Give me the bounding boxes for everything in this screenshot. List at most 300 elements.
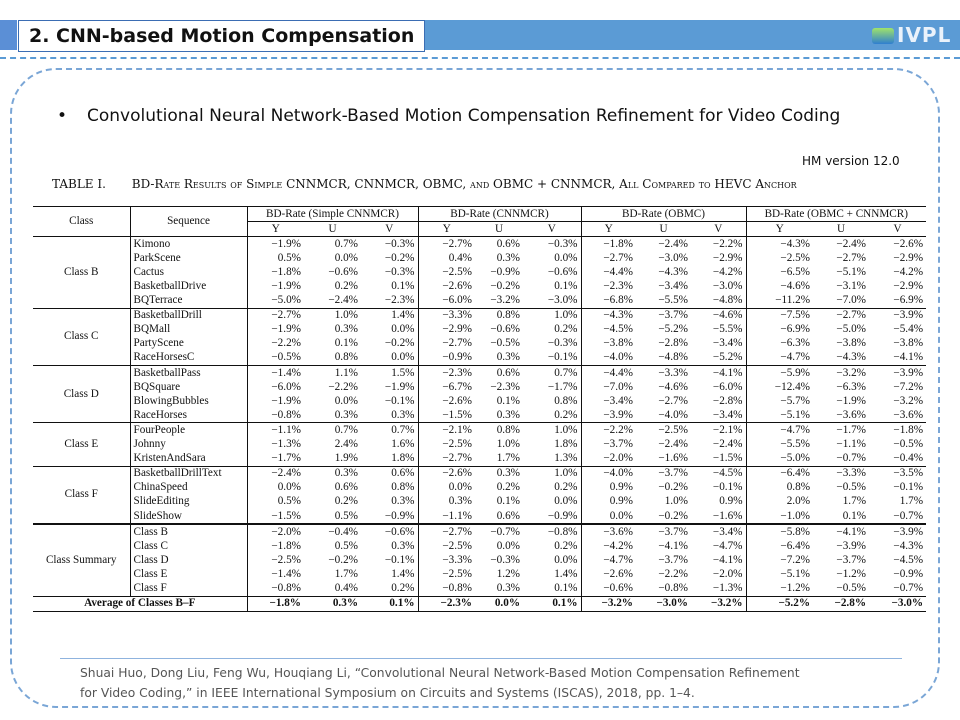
bd-rate-cell: 0.5% (277, 495, 301, 508)
bd-rate-cell: −11.2% (746, 294, 813, 309)
summary-row (33, 524, 926, 539)
table-row (33, 366, 926, 381)
bd-rate-cell: −3.4% (691, 337, 746, 351)
bd-rate-cell: 0.4% (448, 251, 472, 264)
logo-text: IVPL (897, 23, 952, 47)
bd-rate-cell: −1.5% (247, 509, 304, 524)
summary-row (33, 553, 926, 567)
bd-rate-cell: −1.4% (271, 567, 301, 580)
channel-header: U (813, 222, 869, 237)
bd-rate-cell: −5.0% (247, 294, 304, 309)
bd-rate-cell: 0.2% (496, 481, 520, 494)
bd-rate-cell: −1.8% (603, 237, 633, 250)
summary-row (33, 539, 926, 553)
bd-rate-cell: −2.4% (304, 294, 361, 309)
table-row (33, 423, 926, 438)
bd-rate-cell: −5.0% (836, 323, 867, 336)
bd-rate-cell: −1.2% (836, 567, 867, 580)
sequence-name: Johnny (130, 438, 247, 452)
bd-rate-cell: 1.2% (496, 567, 520, 580)
bd-rate-cell: −0.5% (490, 337, 520, 350)
table-body (33, 237, 926, 611)
bd-rate-cell: 0.0% (277, 481, 301, 494)
bd-rate-cell: −4.5% (893, 553, 924, 566)
bd-rate-cell: −3.7% (603, 438, 633, 451)
bd-rate-cell: −3.2% (581, 596, 636, 611)
bd-rate-cell: −0.2% (636, 509, 691, 524)
bd-rate-cell: −4.6% (780, 280, 811, 293)
class-label: Class D (33, 366, 130, 423)
bd-rate-cell: −3.9% (893, 309, 924, 322)
table-row (33, 466, 926, 481)
table-row (33, 351, 926, 366)
bd-rate-cell: 0.3% (334, 323, 358, 336)
bd-rate-cell: −1.9% (271, 237, 301, 250)
bd-rate-cell: 0.7% (361, 423, 418, 438)
bd-rate-cell: 0.0% (448, 481, 472, 494)
bd-rate-cell: −1.8% (893, 423, 924, 436)
bd-rate-cell: −1.9% (271, 323, 301, 336)
bd-rate-cell: 1.6% (361, 438, 418, 452)
bd-rate-cell: −0.5% (893, 438, 924, 451)
table-caption (52, 177, 797, 191)
bd-rate-cell: −2.7% (603, 251, 633, 264)
bd-rate-cell: −3.4% (691, 408, 746, 423)
bd-rate-cell: −7.2% (780, 553, 811, 566)
bd-rate-cell: −2.2% (691, 237, 746, 252)
bd-rate-cell: 2.0% (786, 495, 811, 508)
bd-rate-cell: −1.7% (247, 452, 304, 467)
bd-rate-cell: −2.2% (271, 337, 301, 350)
bd-rate-cell: 0.3% (334, 467, 358, 480)
bd-rate-cell: −6.0% (271, 380, 301, 393)
class-label: Class E (33, 423, 130, 466)
average-row (33, 596, 926, 611)
table-row (33, 237, 926, 252)
summary-class-name: Class D (130, 553, 247, 567)
bd-rate-cell: −7.0% (603, 380, 633, 393)
bd-rate-cell: −2.0% (247, 524, 304, 539)
bd-rate-cell: −3.4% (603, 394, 633, 407)
bd-rate-cell: −4.3% (658, 265, 688, 278)
bd-rate-cell: −3.2% (836, 366, 867, 379)
bd-rate-cell: −3.6% (813, 408, 869, 423)
sequence-name: ChinaSpeed (130, 481, 247, 495)
bd-rate-cell: −3.8% (603, 337, 633, 350)
bd-rate-cell: −5.8% (746, 524, 813, 539)
bd-rate-cell: 0.7% (334, 237, 358, 250)
table-row (33, 495, 926, 509)
bd-rate-cell: −2.5% (658, 423, 688, 436)
bd-rate-cell: 0.8% (786, 481, 811, 494)
bd-rate-cell: −4.4% (603, 366, 633, 379)
bd-rate-cell: −1.9% (836, 394, 867, 407)
bd-rate-cell: 0.2% (523, 481, 581, 495)
bd-rate-cell: −0.6% (603, 581, 633, 594)
bd-rate-cell: 1.0% (496, 438, 520, 451)
channel-header: Y (581, 222, 636, 237)
bd-rate-cell: −0.3% (361, 237, 418, 252)
bd-rate-cell: −1.1% (271, 423, 301, 436)
table-header-row (33, 207, 926, 222)
bd-rate-cell: −1.8% (271, 265, 301, 278)
bd-rate-cell: −5.2% (746, 596, 813, 611)
sequence-name: BasketballPass (130, 366, 247, 381)
table-row (33, 394, 926, 408)
bd-rate-cell: −1.1% (836, 438, 867, 451)
bd-rate-cell: 0.6% (496, 366, 520, 379)
reference-line: for Video Coding,” in IEEE International Symposium on Circuits and Systems (ISCAS), 2018, pp. 1–4. (80, 686, 695, 700)
bd-rate-cell: 0.2% (523, 323, 581, 337)
class-summary-label: Class Summary (33, 524, 130, 596)
sequence-name: SlideEditing (130, 495, 247, 509)
channel-header: V (691, 222, 746, 237)
bd-rate-cell: −7.0% (813, 294, 869, 309)
bd-rate-cell: −2.9% (691, 251, 746, 265)
table-row (33, 408, 926, 423)
bd-rate-cell: −3.8% (836, 337, 867, 350)
bd-rate-cell: −4.1% (691, 553, 746, 567)
sequence-name: Kimono (130, 237, 247, 252)
bd-rate-cell: −3.3% (836, 467, 867, 480)
bd-rate-cell: −2.6% (893, 237, 924, 250)
bd-rate-cell: 0.8% (496, 423, 520, 436)
bd-rate-cell: −4.4% (603, 265, 633, 278)
summary-row (33, 567, 926, 581)
bd-rate-cell: −3.7% (836, 553, 867, 566)
bd-rate-cell: −4.0% (636, 408, 691, 423)
header-divider (0, 57, 960, 59)
bd-rate-cell: 0.2% (334, 280, 358, 293)
class-label: Class C (33, 308, 130, 365)
bd-rate-cell: −0.3% (361, 265, 418, 279)
bd-rate-cell: −1.3% (691, 581, 746, 596)
bd-rate-cell: 0.9% (609, 481, 633, 494)
reference-divider (60, 658, 902, 659)
channel-header: Y (746, 222, 813, 237)
sequence-name: BasketballDrillText (130, 466, 247, 481)
bd-rate-cell: −1.4% (271, 366, 301, 379)
table-row (33, 308, 926, 323)
table-row (33, 279, 926, 293)
bd-rate-cell: −2.1% (442, 423, 472, 436)
bd-rate-cell: 1.0% (334, 309, 358, 322)
bd-rate-cell: −5.9% (780, 366, 811, 379)
bd-rate-cell: −6.0% (418, 294, 475, 309)
summary-class-name: Class F (130, 581, 247, 596)
bd-rate-cell: −6.9% (780, 323, 811, 336)
bd-rate-cell: −0.6% (328, 265, 358, 278)
bd-rate-cell: −2.7% (442, 237, 472, 250)
sequence-name: BasketballDrill (130, 308, 247, 323)
bd-rate-cell: −2.5% (271, 553, 301, 566)
bd-rate-cell: −4.7% (746, 351, 813, 366)
bd-rate-cell: −3.9% (869, 524, 926, 539)
bd-rate-cell: −2.9% (893, 251, 924, 264)
bd-rate-cell: −0.7% (813, 452, 869, 467)
group-header: BD-Rate (OBMC + CNNMCR) (746, 207, 926, 222)
bd-rate-cell: 0.5% (304, 509, 361, 524)
bd-rate-cell: 0.0% (334, 251, 358, 264)
bd-rate-cell: −4.1% (869, 351, 926, 366)
bd-rate-cell: −1.6% (691, 509, 746, 524)
channel-header: Y (418, 222, 475, 237)
bd-rate-cell: 0.0% (475, 596, 523, 611)
bd-rate-cell: 0.1% (496, 495, 520, 508)
average-label: Average of Classes B–F (33, 596, 247, 611)
bd-rate-cell: −5.4% (893, 323, 924, 336)
bd-rate-cell: −0.5% (836, 481, 867, 494)
bd-rate-cell: −4.5% (603, 323, 633, 336)
bd-rate-cell: 0.6% (334, 481, 358, 494)
bd-rate-cell: −6.9% (869, 294, 926, 309)
bd-rate-cell: −0.9% (361, 509, 418, 524)
bd-rate-cell: −0.3% (490, 553, 520, 566)
bd-rate-cell: 1.0% (523, 466, 581, 481)
bd-rate-cell: −4.2% (691, 265, 746, 279)
bd-rate-cell: −0.8% (523, 524, 581, 539)
bd-rate-cell: 0.1% (813, 509, 869, 524)
bd-rate-cell: 0.5% (277, 251, 301, 264)
table-row (33, 323, 926, 337)
bd-rate-cell: 1.4% (361, 567, 418, 581)
bd-rate-cell: 0.5% (334, 539, 358, 552)
bd-rate-cell: 0.0% (581, 509, 636, 524)
bd-rate-cell: −3.0% (636, 596, 691, 611)
bd-rate-cell: −3.7% (658, 309, 688, 322)
table-row (33, 337, 926, 351)
class-label: Class F (33, 466, 130, 524)
bd-rate-cell: 0.2% (334, 495, 358, 508)
bd-rate-cell: 1.0% (664, 495, 688, 508)
bd-rate-cell: −2.8% (691, 394, 746, 408)
bd-rate-cell: −2.5% (442, 539, 472, 552)
bd-rate-cell: −1.5% (418, 408, 475, 423)
bd-rate-cell: 0.1% (523, 596, 581, 611)
channel-header: U (304, 222, 361, 237)
bd-rate-cell: −3.9% (893, 366, 924, 379)
bd-rate-cell: −0.8% (442, 581, 472, 594)
title-accent-bar (0, 20, 17, 50)
bd-rate-cell: −0.5% (836, 581, 867, 594)
table-row (33, 452, 926, 467)
channel-header: U (475, 222, 523, 237)
bd-rate-cell: −0.2% (490, 280, 520, 293)
bd-rate-cell: −0.9% (893, 567, 924, 580)
bd-rate-cell: 0.6% (361, 466, 418, 481)
bd-rate-cell: 0.7% (523, 366, 581, 381)
bd-rate-cell: 2.4% (334, 438, 358, 451)
bd-rate-cell: −0.7% (475, 524, 523, 539)
bd-rate-cell: −1.5% (691, 452, 746, 467)
bd-rate-cell: 0.1% (523, 279, 581, 293)
sequence-name: BQTerrace (130, 294, 247, 309)
bd-rate-cell: −2.4% (271, 467, 301, 480)
bd-rate-table (33, 206, 926, 612)
bd-rate-cell: 0.4% (334, 581, 358, 594)
table-row (33, 438, 926, 452)
bd-rate-cell: −2.6% (442, 280, 472, 293)
bd-rate-cell: −2.6% (442, 467, 472, 480)
bd-rate-cell: 0.1% (334, 337, 358, 350)
sequence-name: BQSquare (130, 380, 247, 394)
logo-mark-icon (872, 28, 894, 44)
bd-rate-cell: −3.4% (691, 524, 746, 539)
col-sequence-header: Sequence (130, 207, 247, 237)
bd-rate-cell: −5.5% (636, 294, 691, 309)
bd-rate-cell: −2.7% (836, 309, 867, 322)
bd-rate-cell: 0.2% (523, 539, 581, 553)
bd-rate-cell: 0.3% (496, 251, 520, 264)
bd-rate-cell: 0.3% (496, 581, 520, 594)
bd-rate-cell: −3.9% (836, 539, 867, 552)
ivpl-logo (872, 20, 951, 50)
bd-rate-cell: −4.8% (636, 351, 691, 366)
bd-rate-cell: 0.3% (496, 467, 520, 480)
bd-rate-cell: −5.1% (746, 408, 813, 423)
bd-rate-cell: −3.3% (442, 309, 472, 322)
bd-rate-cell: −2.2% (658, 567, 688, 580)
bd-rate-cell: −3.3% (442, 553, 472, 566)
channel-header: U (636, 222, 691, 237)
bd-rate-cell: 1.7% (334, 567, 358, 580)
bd-rate-cell: 0.1% (361, 596, 418, 611)
bd-rate-cell: −0.5% (247, 351, 304, 366)
bd-rate-cell: −3.0% (523, 294, 581, 309)
bd-rate-cell: 0.0% (523, 553, 581, 567)
bd-rate-cell: −0.8% (271, 581, 301, 594)
bullet-text: Convolutional Neural Network-Based Motion Compensation Refinement for Video Coding (87, 106, 841, 126)
bd-rate-cell: −4.7% (780, 423, 811, 436)
bd-rate-cell: −2.7% (836, 251, 867, 264)
bd-rate-cell: −5.1% (836, 265, 867, 278)
group-header: BD-Rate (Simple CNNMCR) (247, 207, 418, 222)
bd-rate-cell: −2.5% (780, 251, 811, 264)
table-row (33, 294, 926, 309)
sequence-name: RaceHorses (130, 408, 247, 423)
bd-rate-cell: 0.1% (523, 581, 581, 596)
bd-rate-cell: 1.1% (334, 366, 358, 379)
bd-rate-cell: 0.0% (496, 539, 520, 552)
bd-rate-cell: −1.9% (271, 394, 301, 407)
bd-rate-cell: 1.7% (842, 495, 867, 508)
hm-version-note: HM version 12.0 (802, 154, 900, 168)
bd-rate-cell: 1.8% (523, 438, 581, 452)
table-caption-text: BD-Rate Results of Simple CNNMCR, CNNMCR, OBMC, and OBMC + CNNMCR, All Compared to HEVC Anchor (131, 177, 797, 191)
bd-rate-cell: −0.2% (658, 481, 688, 494)
bd-rate-cell: 0.6% (496, 237, 520, 250)
bd-rate-cell: 0.3% (304, 408, 361, 423)
bd-rate-cell: −3.7% (658, 553, 688, 566)
bd-rate-cell: −1.3% (271, 438, 301, 451)
bd-rate-cell: −2.7% (418, 452, 475, 467)
bd-rate-cell: 0.8% (304, 351, 361, 366)
bd-rate-cell: −2.7% (442, 337, 472, 350)
bd-rate-cell: −3.6% (869, 408, 926, 423)
bd-rate-cell: 0.8% (361, 481, 418, 495)
bd-rate-cell: −1.8% (271, 539, 301, 552)
bd-rate-cell: −3.0% (869, 596, 926, 611)
bd-rate-cell: 0.6% (475, 509, 523, 524)
bd-rate-cell: 1.4% (361, 308, 418, 323)
sequence-name: Cactus (130, 265, 247, 279)
group-header: BD-Rate (OBMC) (581, 207, 746, 222)
bd-rate-cell: −5.7% (780, 394, 811, 407)
bd-rate-cell: 0.8% (496, 309, 520, 322)
table-row (33, 251, 926, 265)
bd-rate-cell: −0.2% (361, 251, 418, 265)
bd-rate-cell: 0.0% (334, 394, 358, 407)
bd-rate-cell: 0.3% (361, 539, 418, 553)
bd-rate-cell: −4.3% (893, 539, 924, 552)
channel-header: V (361, 222, 418, 237)
bd-rate-cell: −5.5% (691, 323, 746, 337)
bd-rate-cell: 0.3% (304, 596, 361, 611)
bd-rate-cell: −0.9% (523, 509, 581, 524)
bd-rate-cell: −4.6% (691, 308, 746, 323)
bd-rate-cell: −2.0% (581, 452, 636, 467)
bd-rate-cell: −0.3% (523, 337, 581, 351)
bd-rate-cell: 1.9% (304, 452, 361, 467)
table-row (33, 265, 926, 279)
bd-rate-cell: 0.3% (475, 408, 523, 423)
bd-rate-cell: −3.2% (893, 394, 924, 407)
bd-rate-cell: 0.3% (475, 351, 523, 366)
bd-rate-cell: −0.2% (328, 553, 358, 566)
bd-rate-cell: −2.4% (691, 438, 746, 452)
bd-rate-cell: 0.3% (361, 408, 418, 423)
bd-rate-cell: −2.3% (418, 596, 475, 611)
bd-rate-cell: −3.7% (636, 524, 691, 539)
channel-header: V (523, 222, 581, 237)
summary-class-name: Class C (130, 539, 247, 553)
bd-rate-cell: −0.1% (361, 394, 418, 408)
bd-rate-cell: −1.7% (836, 423, 867, 436)
slide-title: 2. CNN-based Motion Compensation (18, 20, 425, 52)
bd-rate-cell: −4.1% (691, 366, 746, 381)
bd-rate-cell: −4.7% (691, 539, 746, 553)
bd-rate-cell: −2.9% (442, 323, 472, 336)
bd-rate-cell: −6.4% (780, 539, 811, 552)
bd-rate-cell: −2.1% (691, 423, 746, 438)
bd-rate-cell: −3.3% (658, 366, 688, 379)
bd-rate-cell: −1.9% (361, 380, 418, 394)
bd-rate-cell: 0.3% (361, 495, 418, 509)
bd-rate-cell: −3.6% (581, 524, 636, 539)
bd-rate-cell: 1.5% (361, 366, 418, 381)
bd-rate-cell: −3.1% (836, 280, 867, 293)
bd-rate-cell: −3.0% (658, 251, 688, 264)
bd-rate-cell: −4.3% (603, 309, 633, 322)
bd-rate-cell: 0.7% (334, 423, 358, 436)
bd-rate-cell: −3.0% (691, 279, 746, 293)
summary-class-name: Class B (130, 524, 247, 539)
bd-rate-cell: −0.8% (658, 581, 688, 594)
bd-rate-cell: −4.7% (603, 553, 633, 566)
bullet-marker: • (57, 106, 68, 126)
bd-rate-cell: 1.8% (361, 452, 418, 467)
reference-line: Shuai Huo, Dong Liu, Feng Wu, Houqiang Li, “Convolutional Neural Network-Based Motion Compensation Refinement (80, 666, 800, 680)
bd-rate-cell: −0.4% (304, 524, 361, 539)
bd-rate-cell: −0.1% (893, 481, 924, 494)
bd-rate-cell: 0.1% (361, 279, 418, 293)
bd-rate-cell: −6.7% (442, 380, 472, 393)
bd-rate-cell: −6.4% (780, 467, 811, 480)
bd-rate-cell: −0.1% (523, 351, 581, 366)
bd-rate-cell: −2.0% (691, 567, 746, 581)
bd-rate-cell: −1.1% (418, 509, 475, 524)
bd-rate-cell: −2.3% (442, 366, 472, 379)
